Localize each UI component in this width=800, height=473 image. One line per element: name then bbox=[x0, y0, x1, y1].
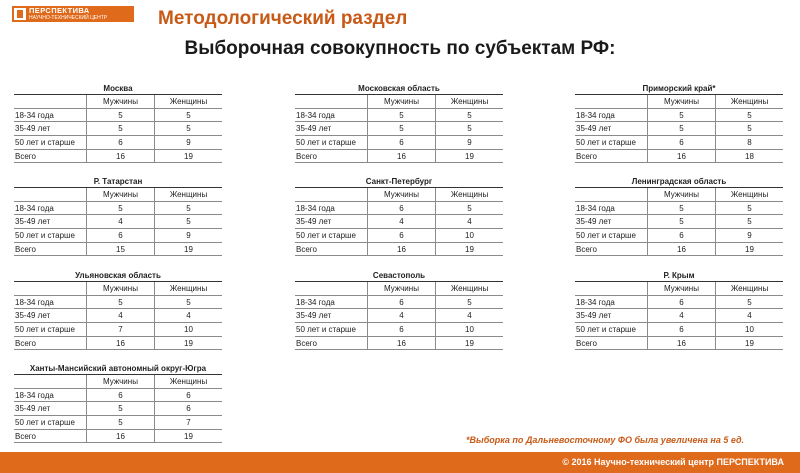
men-value: 15 bbox=[86, 243, 154, 256]
row-label: Всего bbox=[576, 338, 597, 348]
row-label: 35-49 лет bbox=[296, 217, 332, 227]
men-value: 6 bbox=[647, 296, 715, 309]
women-value: 5 bbox=[715, 122, 783, 135]
men-value: 6 bbox=[86, 389, 154, 402]
men-value: 7 bbox=[86, 323, 154, 336]
women-value: 5 bbox=[154, 296, 222, 309]
region-table-khmao bbox=[14, 362, 222, 443]
table-row bbox=[575, 309, 783, 323]
men-value: 16 bbox=[86, 337, 154, 350]
logo-text bbox=[29, 7, 107, 21]
header-women: Женщины bbox=[154, 188, 222, 201]
header-women: Женщины bbox=[715, 282, 783, 295]
men-value: 6 bbox=[367, 229, 435, 242]
men-value: 6 bbox=[86, 136, 154, 149]
table-row bbox=[295, 323, 503, 337]
men-value: 6 bbox=[367, 323, 435, 336]
row-label: 35-49 лет bbox=[15, 124, 51, 134]
table-header-row bbox=[14, 282, 222, 296]
row-label: 50 лет и старше bbox=[576, 231, 636, 241]
women-value: 19 bbox=[715, 243, 783, 256]
women-value: 9 bbox=[435, 136, 503, 149]
table-row bbox=[575, 136, 783, 150]
region-title: Московская область bbox=[295, 82, 503, 95]
table-header-row bbox=[14, 188, 222, 202]
footnote: *Выборка по Дальневосточному ФО была увеличена на 5 ед. bbox=[466, 435, 745, 445]
table-row bbox=[14, 202, 222, 216]
table-row bbox=[14, 215, 222, 229]
men-value: 16 bbox=[367, 243, 435, 256]
men-value: 5 bbox=[86, 122, 154, 135]
men-value: 4 bbox=[647, 309, 715, 322]
table-row bbox=[14, 389, 222, 403]
table-header-row bbox=[575, 188, 783, 202]
women-value: 5 bbox=[715, 215, 783, 228]
women-value: 5 bbox=[715, 202, 783, 215]
men-value: 6 bbox=[367, 296, 435, 309]
row-label: 35-49 лет bbox=[296, 311, 332, 321]
region-table-moscow-oblast bbox=[295, 82, 503, 163]
header-women: Женщины bbox=[715, 95, 783, 108]
row-label: 35-49 лет bbox=[296, 124, 332, 134]
row-label: 35-49 лет bbox=[15, 217, 51, 227]
region-table-tatarstan bbox=[14, 175, 222, 256]
women-value: 5 bbox=[715, 109, 783, 122]
table-row bbox=[295, 202, 503, 216]
row-label: 35-49 лет bbox=[15, 404, 51, 414]
women-value: 9 bbox=[154, 229, 222, 242]
table-row bbox=[575, 296, 783, 310]
table-row bbox=[575, 229, 783, 243]
header-women: Женщины bbox=[435, 188, 503, 201]
women-value: 19 bbox=[715, 337, 783, 350]
row-label: Всего bbox=[15, 244, 36, 254]
table-header-row bbox=[575, 282, 783, 296]
row-label: 18-34 года bbox=[576, 203, 615, 213]
table-row bbox=[14, 309, 222, 323]
women-value: 5 bbox=[715, 296, 783, 309]
row-label: 50 лет и старше bbox=[15, 231, 75, 241]
header-men: Мужчины bbox=[86, 95, 154, 108]
women-value: 5 bbox=[435, 202, 503, 215]
region-title: Москва bbox=[14, 82, 222, 95]
table-row bbox=[575, 215, 783, 229]
men-value: 6 bbox=[647, 136, 715, 149]
table-row-total bbox=[295, 337, 503, 351]
men-value: 5 bbox=[647, 202, 715, 215]
women-value: 5 bbox=[435, 296, 503, 309]
row-label: Всего bbox=[296, 244, 317, 254]
table-row-total bbox=[14, 337, 222, 351]
women-value: 19 bbox=[154, 430, 222, 443]
women-value: 18 bbox=[715, 150, 783, 163]
table-row-total bbox=[575, 150, 783, 164]
table-row-total bbox=[14, 430, 222, 444]
men-value: 4 bbox=[367, 309, 435, 322]
row-label: 50 лет и старше bbox=[15, 138, 75, 148]
women-value: 5 bbox=[435, 109, 503, 122]
row-label: Всего bbox=[15, 338, 36, 348]
men-value: 6 bbox=[86, 229, 154, 242]
row-label: Всего bbox=[296, 338, 317, 348]
header-men: Мужчины bbox=[367, 188, 435, 201]
header-women: Женщины bbox=[154, 282, 222, 295]
men-value: 5 bbox=[86, 416, 154, 429]
women-value: 9 bbox=[715, 229, 783, 242]
header-women: Женщины bbox=[715, 188, 783, 201]
row-label: 35-49 лет bbox=[15, 311, 51, 321]
women-value: 6 bbox=[154, 389, 222, 402]
region-table-sevastopol bbox=[295, 269, 503, 350]
table-row bbox=[575, 109, 783, 123]
region-title: Приморский край* bbox=[575, 82, 783, 95]
logo-book-icon bbox=[14, 8, 26, 20]
women-value: 5 bbox=[154, 109, 222, 122]
table-row bbox=[14, 136, 222, 150]
women-value: 4 bbox=[154, 309, 222, 322]
header-men: Мужчины bbox=[86, 375, 154, 388]
region-title: Р. Татарстан bbox=[14, 175, 222, 188]
table-row bbox=[295, 122, 503, 136]
header-women: Женщины bbox=[435, 95, 503, 108]
women-value: 19 bbox=[154, 150, 222, 163]
table-row bbox=[14, 229, 222, 243]
region-title: Ленинградская область bbox=[575, 175, 783, 188]
men-value: 5 bbox=[86, 202, 154, 215]
table-header-row bbox=[575, 95, 783, 109]
women-value: 19 bbox=[154, 243, 222, 256]
region-table-primorsky bbox=[575, 82, 783, 163]
header-men: Мужчины bbox=[367, 95, 435, 108]
women-value: 4 bbox=[715, 309, 783, 322]
region-table-ulyanovsk-oblast bbox=[14, 269, 222, 350]
section-title: Методологический раздел bbox=[158, 8, 408, 29]
row-label: Всего bbox=[15, 431, 36, 441]
region-table-moscow bbox=[14, 82, 222, 163]
table-header-row bbox=[295, 95, 503, 109]
table-row-total bbox=[14, 150, 222, 164]
men-value: 5 bbox=[647, 109, 715, 122]
row-label: 18-34 года bbox=[576, 110, 615, 120]
region-table-saint-petersburg bbox=[295, 175, 503, 256]
table-header-row bbox=[14, 95, 222, 109]
table-row bbox=[295, 136, 503, 150]
region-title: Севастополь bbox=[295, 269, 503, 282]
table-row-total bbox=[295, 243, 503, 257]
men-value: 16 bbox=[367, 150, 435, 163]
men-value: 16 bbox=[647, 243, 715, 256]
row-label: 50 лет и старше bbox=[296, 231, 356, 241]
row-label: 18-34 года bbox=[296, 203, 335, 213]
row-label: Всего bbox=[15, 151, 36, 161]
men-value: 16 bbox=[86, 150, 154, 163]
men-value: 4 bbox=[367, 215, 435, 228]
women-value: 19 bbox=[435, 150, 503, 163]
men-value: 5 bbox=[367, 109, 435, 122]
row-label: 35-49 лет bbox=[576, 217, 612, 227]
row-label: 18-34 года bbox=[15, 110, 54, 120]
men-value: 16 bbox=[86, 430, 154, 443]
women-value: 5 bbox=[154, 202, 222, 215]
men-value: 5 bbox=[86, 296, 154, 309]
logo-name: ПЕРСПЕКТИВА bbox=[29, 6, 90, 16]
women-value: 10 bbox=[715, 323, 783, 336]
men-value: 5 bbox=[647, 215, 715, 228]
men-value: 6 bbox=[367, 202, 435, 215]
table-row bbox=[14, 416, 222, 430]
header-women: Женщины bbox=[154, 375, 222, 388]
table-row bbox=[575, 122, 783, 136]
region-title: Ульяновская область bbox=[14, 269, 222, 282]
table-row bbox=[14, 402, 222, 416]
row-label: 18-34 года bbox=[15, 390, 54, 400]
header-men: Мужчины bbox=[367, 282, 435, 295]
header-men: Мужчины bbox=[647, 282, 715, 295]
table-row bbox=[14, 122, 222, 136]
men-value: 6 bbox=[647, 323, 715, 336]
women-value: 10 bbox=[154, 323, 222, 336]
women-value: 5 bbox=[154, 122, 222, 135]
men-value: 5 bbox=[367, 122, 435, 135]
table-header-row bbox=[295, 188, 503, 202]
row-label: 18-34 года bbox=[15, 203, 54, 213]
header-women: Женщины bbox=[154, 95, 222, 108]
table-row bbox=[14, 323, 222, 337]
women-value: 7 bbox=[154, 416, 222, 429]
row-label: Всего bbox=[296, 151, 317, 161]
men-value: 16 bbox=[647, 150, 715, 163]
men-value: 6 bbox=[647, 229, 715, 242]
table-header-row bbox=[295, 282, 503, 296]
table-row bbox=[575, 202, 783, 216]
table-row bbox=[295, 229, 503, 243]
table-row-total bbox=[14, 243, 222, 257]
men-value: 4 bbox=[86, 309, 154, 322]
table-header-row bbox=[14, 375, 222, 389]
page-title: Выборочная совокупность по субъектам РФ: bbox=[184, 38, 616, 59]
company-logo bbox=[12, 6, 134, 22]
row-label: 18-34 года bbox=[296, 297, 335, 307]
header-men: Мужчины bbox=[86, 282, 154, 295]
region-table-crimea bbox=[575, 269, 783, 350]
table-row bbox=[295, 109, 503, 123]
table-row bbox=[295, 215, 503, 229]
footer-bar bbox=[0, 452, 800, 473]
row-label: 50 лет и старше bbox=[15, 325, 75, 335]
men-value: 16 bbox=[367, 337, 435, 350]
row-label: 18-34 года bbox=[576, 297, 615, 307]
table-row-total bbox=[295, 150, 503, 164]
region-title: Р. Крым bbox=[575, 269, 783, 282]
women-value: 10 bbox=[435, 323, 503, 336]
women-value: 19 bbox=[435, 337, 503, 350]
header-men: Мужчины bbox=[647, 188, 715, 201]
row-label: 35-49 лет bbox=[576, 311, 612, 321]
row-label: Всего bbox=[576, 151, 597, 161]
region-title: Ханты-Мансийский автономный округ-Югра bbox=[14, 362, 222, 375]
women-value: 5 bbox=[435, 122, 503, 135]
women-value: 5 bbox=[154, 215, 222, 228]
header-women: Женщины bbox=[435, 282, 503, 295]
region-title: Санкт-Петербург bbox=[295, 175, 503, 188]
women-value: 19 bbox=[435, 243, 503, 256]
footer-copyright: © 2016 Научно-технический центр ПЕРСПЕКТИВА bbox=[562, 457, 784, 467]
row-label: 18-34 года bbox=[296, 110, 335, 120]
women-value: 10 bbox=[435, 229, 503, 242]
table-row bbox=[14, 109, 222, 123]
row-label: 35-49 лет bbox=[576, 124, 612, 134]
row-label: 50 лет и старше bbox=[296, 325, 356, 335]
region-table-leningrad-oblast bbox=[575, 175, 783, 256]
men-value: 5 bbox=[86, 109, 154, 122]
table-row bbox=[295, 296, 503, 310]
women-value: 6 bbox=[154, 402, 222, 415]
women-value: 19 bbox=[154, 337, 222, 350]
table-row bbox=[295, 309, 503, 323]
row-label: 50 лет и старше bbox=[296, 138, 356, 148]
men-value: 4 bbox=[86, 215, 154, 228]
men-value: 5 bbox=[647, 122, 715, 135]
women-value: 4 bbox=[435, 309, 503, 322]
table-row-total bbox=[575, 243, 783, 257]
table-row bbox=[14, 296, 222, 310]
row-label: 18-34 года bbox=[15, 297, 54, 307]
women-value: 4 bbox=[435, 215, 503, 228]
row-label: Всего bbox=[576, 244, 597, 254]
logo-subtitle: НАУЧНО-ТЕХНИЧЕСКИЙ ЦЕНТР bbox=[29, 14, 108, 21]
men-value: 5 bbox=[86, 402, 154, 415]
header-men: Мужчины bbox=[86, 188, 154, 201]
table-row bbox=[575, 323, 783, 337]
women-value: 9 bbox=[154, 136, 222, 149]
men-value: 16 bbox=[647, 337, 715, 350]
row-label: 50 лет и старше bbox=[576, 138, 636, 148]
table-row-total bbox=[575, 337, 783, 351]
women-value: 8 bbox=[715, 136, 783, 149]
header-men: Мужчины bbox=[647, 95, 715, 108]
row-label: 50 лет и старше bbox=[15, 418, 75, 428]
men-value: 6 bbox=[367, 136, 435, 149]
row-label: 50 лет и старше bbox=[576, 325, 636, 335]
